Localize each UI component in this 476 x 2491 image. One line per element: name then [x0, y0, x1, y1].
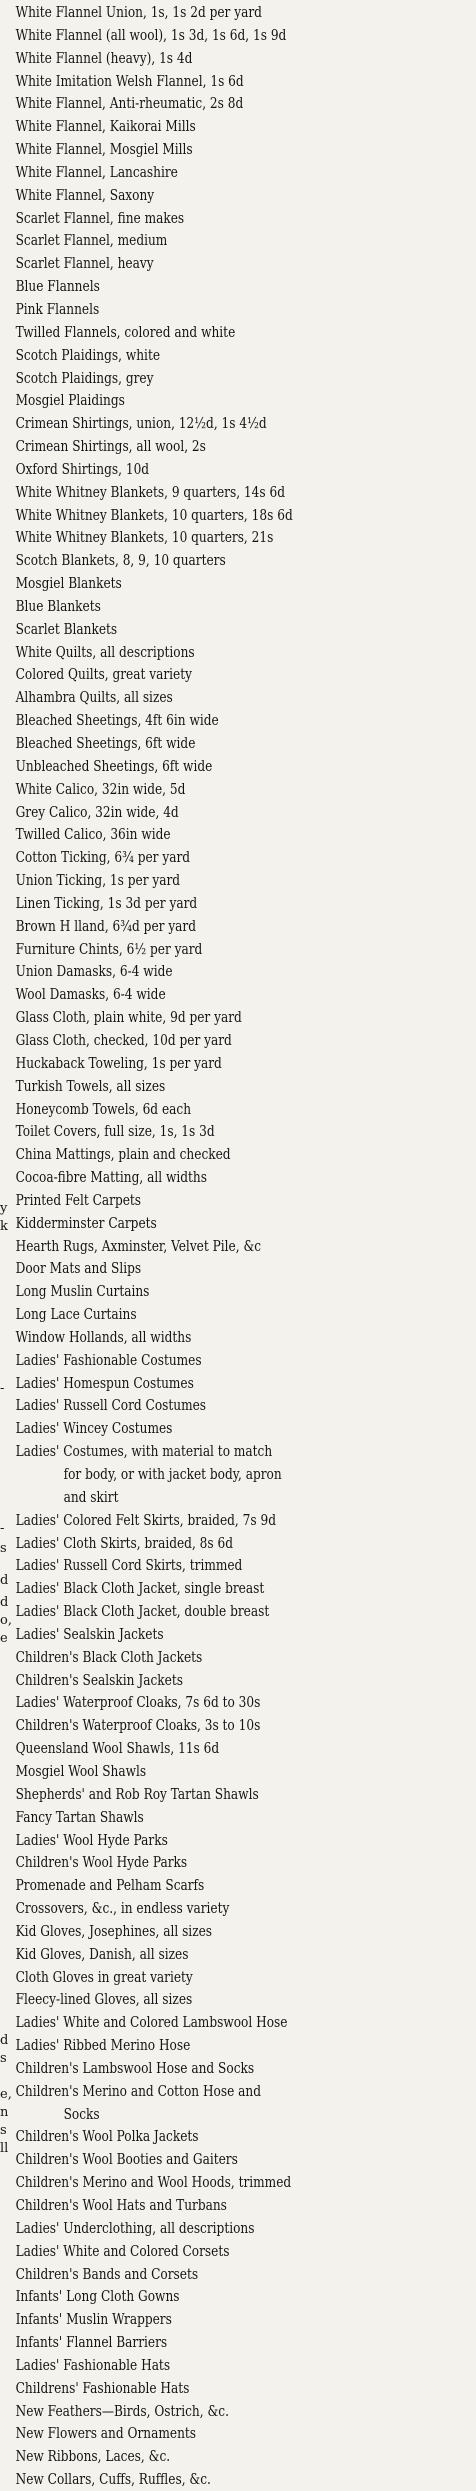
list-item: New Collars, Cuffs, Ruffles, &c.: [15, 2470, 211, 2489]
margin-fragment: d: [0, 2033, 9, 2048]
list-item: Children's Sealskin Jackets: [15, 1670, 183, 1689]
list-item: Printed Felt Carpets: [15, 1190, 142, 1209]
list-item: Hearth Rugs, Axminster, Velvet Pile, &c: [15, 1236, 262, 1255]
list-item: White Calico, 32in wide, 5d: [15, 779, 186, 798]
list-item: Ladies' Black Cloth Jacket, single breast: [15, 1579, 265, 1598]
margin-fragment: y: [0, 1201, 8, 1216]
list-item: Fancy Tartan Shawls: [15, 1807, 144, 1826]
list-item: Wool Damasks, 6-4 wide: [15, 985, 166, 1004]
list-item: Ladies' Sealskin Jackets: [15, 1624, 164, 1643]
list-item: White Flannel, Kaikorai Mills: [15, 117, 196, 136]
list-item: New Ribbons, Laces, &c.: [15, 2447, 171, 2466]
margin-fragment: -: [0, 1381, 5, 1396]
list-item: Children's Merino and Cotton Hose and: [15, 2081, 261, 2100]
list-item: Bleached Sheetings, 6ft wide: [15, 734, 196, 752]
list-item: Blue Blankets: [15, 596, 101, 615]
margin-fragment: -: [0, 1521, 5, 1536]
margin-fragment: d: [0, 1573, 9, 1588]
list-item: Ladies' Russell Cord Costumes: [15, 1396, 207, 1415]
margin-fragment: e: [0, 1631, 8, 1646]
margin-fragment: s: [0, 2123, 7, 2138]
list-item: White Imitation Welsh Flannel, 1s 6d: [15, 71, 244, 90]
list-item: Turkish Towels, all sizes: [15, 1076, 166, 1095]
list-item: Scotch Plaidings, white: [15, 345, 161, 364]
list-item: Pink Flannels: [15, 299, 100, 318]
list-item: Grey Calico, 32in wide, 4d: [15, 802, 179, 821]
list-item: Furniture Chints, 6½ per yard: [15, 939, 203, 958]
list-item: Crimean Shirtings, union, 12½d, 1s 4½d: [15, 414, 267, 433]
list-item: and skirt: [63, 1487, 119, 1506]
list-item: Kid Gloves, Danish, all sizes: [15, 1944, 189, 1963]
list-item: Crossovers, &c., in endless variety: [15, 1899, 230, 1918]
list-item: Childrens' Fashionable Hats: [15, 2378, 190, 2397]
margin-fragment: k: [0, 1219, 8, 1234]
list-item: Scarlet Blankets: [15, 619, 118, 638]
list-item: Fleecy-lined Gloves, all sizes: [15, 1990, 193, 2009]
list-item: Ladies' Costumes, with material to match: [15, 1442, 273, 1461]
list-item: White Flannel (all wool), 1s 3d, 1s 6d, 1s 9d: [15, 25, 287, 44]
list-item: Door Mats and Slips: [15, 1259, 142, 1278]
list-item: Ladies' Colored Felt Skirts, braided, 7s 9d: [15, 1510, 276, 1529]
list-item: Toilet Covers, full size, 1s, 1s 3d: [15, 1122, 215, 1141]
list-item: Twilled Flannels, colored and white: [15, 322, 236, 341]
list-item: Infants' Muslin Wrappers: [15, 2310, 172, 2329]
list-item: Honeycomb Towels, 6d each: [15, 1099, 192, 1118]
list-item: Ladies' Russell Cord Skirts, trimmed: [15, 1556, 243, 1575]
list-item: Scarlet Flannel, medium: [15, 231, 168, 250]
list-item: Union Damasks, 6-4 wide: [15, 962, 173, 981]
list-item: Children's Wool Hats and Turbans: [15, 2196, 227, 2214]
list-item: Brown H lland, 6¾d per yard: [15, 916, 197, 935]
list-item: White Whitney Blankets, 10 quarters, 18s 6d: [15, 505, 293, 524]
margin-fragment: e,: [0, 2087, 12, 2102]
list-item: Union Ticking, 1s per yard: [15, 871, 181, 890]
list-item: White Flannel (heavy), 1s 4d: [15, 48, 193, 67]
list-item: Unbleached Sheetings, 6ft wide: [15, 756, 213, 775]
list-item: Children's Wool Booties and Gaiters: [15, 2150, 238, 2169]
list-item: White Quilts, all descriptions: [15, 642, 195, 661]
list-item: Children's Wool Polka Jackets: [15, 2127, 199, 2146]
list-item: China Mattings, plain and checked: [15, 1145, 231, 1164]
list-item: Ladies' Wool Hyde Parks: [15, 1830, 168, 1849]
list-item: Ladies' Cloth Skirts, braided, 8s 6d: [15, 1533, 234, 1552]
margin-fragment: d: [0, 1595, 9, 1610]
margin-fragment: o,: [0, 1613, 12, 1628]
drapery-price-list: [14, 1, 476, 2491]
list-item: Cloth Gloves in great variety: [15, 1967, 193, 1986]
list-item: Ladies' White and Colored Corsets: [15, 2241, 230, 2260]
margin-fragment: n: [0, 2105, 9, 2120]
list-item: Socks: [63, 2104, 100, 2123]
list-item: White Flannel, Anti-rheumatic, 2s 8d: [15, 94, 244, 113]
margin-fragment: s: [0, 1541, 7, 1556]
list-item: Glass Cloth, plain white, 9d per yard: [15, 1008, 242, 1027]
list-item: Bleached Sheetings, 4ft 6in wide: [15, 711, 219, 730]
list-item: Infants' Long Cloth Gowns: [15, 2287, 180, 2306]
list-item: Long Lace Curtains: [15, 1305, 137, 1324]
list-item: White Whitney Blankets, 9 quarters, 14s 6d: [15, 482, 285, 501]
list-item: Linen Ticking, 1s 3d per yard: [15, 893, 198, 912]
list-item: Ladies' Fashionable Costumes: [15, 1350, 202, 1369]
list-item: Scotch Plaidings, grey: [15, 368, 154, 387]
list-item: Ladies' Homespun Costumes: [15, 1373, 194, 1392]
list-item: Crimean Shirtings, all wool, 2s: [15, 437, 206, 456]
list-item: Children's Lambswool Hose and Socks: [15, 2058, 255, 2077]
list-item: Queensland Wool Shawls, 11s 6d: [15, 1739, 220, 1758]
list-item: Mosgiel Plaidings: [15, 391, 125, 410]
list-item: Ladies' Ribbed Merino Hose: [15, 2036, 191, 2055]
list-item: Children's Merino and Wool Hoods, trimmed: [15, 2173, 292, 2192]
list-item: Children's Black Cloth Jackets: [15, 1647, 203, 1666]
list-item: Scotch Blankets, 8, 9, 10 quarters: [15, 551, 226, 570]
list-item: New Flowers and Ornaments: [15, 2424, 197, 2443]
list-item: Kid Gloves, Josephines, all sizes: [15, 1921, 213, 1940]
list-item: Long Muslin Curtains: [15, 1282, 150, 1301]
list-item: Ladies' Black Cloth Jacket, double breast: [15, 1602, 270, 1621]
list-item: Shepherds' and Rob Roy Tartan Shawls: [15, 1784, 259, 1803]
list-item: Glass Cloth, checked, 10d per yard: [15, 1030, 232, 1049]
margin-fragment: ll: [0, 2141, 9, 2156]
list-item: Mosgiel Wool Shawls: [15, 1761, 147, 1780]
list-item: for body, or with jacket body, apron: [63, 1465, 282, 1483]
left-margin-fragments: [0, 0, 14, 2491]
list-item: Infants' Flannel Barriers: [15, 2333, 168, 2352]
list-item: Twilled Calico, 36in wide: [15, 825, 171, 844]
list-item: Scarlet Flannel, heavy: [15, 254, 154, 273]
list-item: New Feathers—Birds, Ostrich, &c.: [15, 2401, 229, 2420]
list-item: Ladies' Wincey Costumes: [15, 1419, 173, 1438]
margin-fragment: s: [0, 2051, 7, 2066]
list-item: Children's Wool Hyde Parks: [15, 1853, 188, 1872]
list-item: Cotton Ticking, 6¾ per yard: [15, 848, 191, 867]
list-item: Huckaback Toweling, 1s per yard: [15, 1053, 222, 1072]
list-item: Oxford Shirtings, 10d: [15, 459, 150, 478]
list-item: Ladies' Underclothing, all descriptions: [15, 2218, 255, 2237]
list-item: White Flannel, Saxony: [15, 185, 155, 204]
list-item: Blue Flannels: [15, 277, 100, 296]
list-item: White Flannel Union, 1s, 1s 2d per yard: [15, 3, 262, 21]
list-item: Children's Bands and Corsets: [15, 2264, 199, 2283]
list-item: White Whitney Blankets, 10 quarters, 21s: [15, 528, 274, 547]
list-item: Mosgiel Blankets: [15, 574, 122, 593]
list-item: Ladies' Fashionable Hats: [15, 2355, 171, 2374]
list-item: Children's Waterproof Cloaks, 3s to 10s: [15, 1716, 261, 1735]
list-item: Ladies' Waterproof Cloaks, 7s 6d to 30s: [15, 1693, 261, 1712]
list-item: Ladies' White and Colored Lambswool Hose: [15, 2013, 288, 2032]
list-item: Window Hollands, all widths: [15, 1327, 192, 1346]
list-item: White Flannel, Mosgiel Mills: [15, 140, 193, 159]
list-item: Colored Quilts, great variety: [15, 665, 192, 684]
list-item: Promenade and Pelham Scarfs: [15, 1876, 205, 1895]
list-item: Kidderminster Carpets: [15, 1213, 157, 1232]
list-item: Cocoa-fibre Matting, all widths: [15, 1168, 207, 1187]
list-item: White Flannel, Lancashire: [15, 162, 178, 181]
list-item: Scarlet Flannel, fine makes: [15, 208, 185, 227]
list-item: Alhambra Quilts, all sizes: [15, 688, 173, 707]
